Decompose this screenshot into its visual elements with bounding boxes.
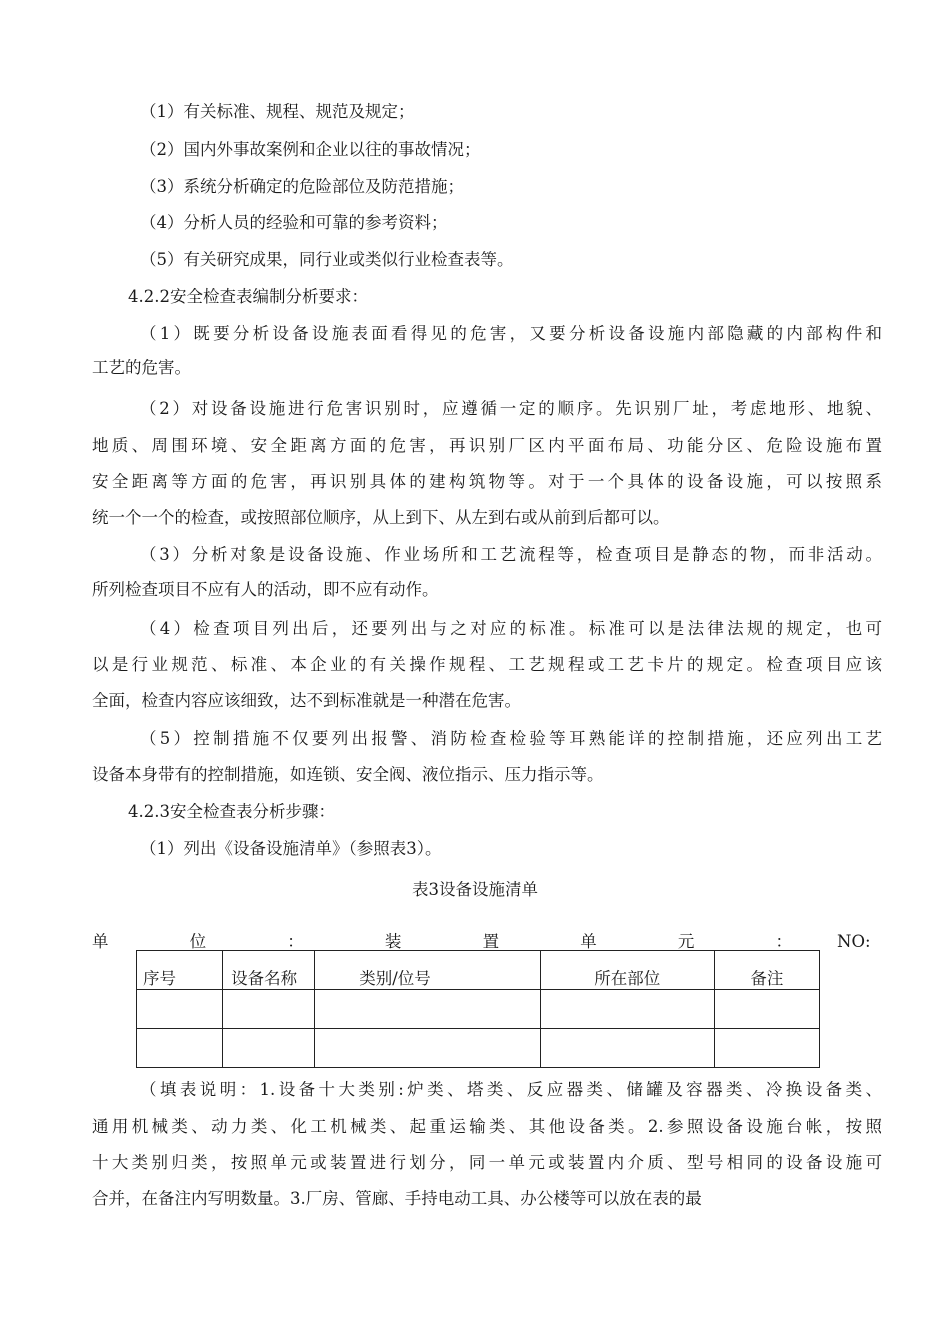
step-1-text: （1）列出《设备设施清单》（参照表3）。 — [140, 839, 442, 858]
column-header-index: 序号 — [137, 951, 223, 990]
table-cell — [315, 1029, 540, 1068]
paragraph-source-1: （1）有关标准、规程、规范及规定； — [140, 102, 415, 121]
table-cell — [315, 990, 540, 1029]
notes-line-4: 合并，在备注内写明数量。3.厂房、管廊、手持电动工具、办公楼等可以放在表的最 — [92, 1189, 702, 1208]
paragraph-source-3: （3）系统分析确定的危险部位及防范措施； — [140, 177, 464, 196]
table-cell — [714, 1029, 819, 1068]
requirement-2-line-4: 统一个一个的检查，或按照部位顺序，从上到下、从左到右或从前到后都可以。 — [92, 508, 670, 527]
paragraph-source-5: （5）有关研究成果，同行业或类似行业检查表等。 — [140, 250, 514, 269]
column-header-category-tag: 类别/位号 — [315, 951, 540, 990]
column-header-remarks: 备注 — [714, 951, 819, 990]
table-cell — [714, 990, 819, 1029]
table-cell — [137, 1029, 223, 1068]
requirement-4-line-1: （4）检查项目列出后，还要列出与之对应的标准。标准可以是法律法规的规定，也可 — [140, 619, 882, 638]
section-heading-4-2-3: 4.2.3安全检查表分析步骤： — [128, 802, 335, 821]
notes-line-2: 通用机械类、动力类、化工机械类、起重运输类、其他设备类。2.参照设备设施台帐，按照 — [92, 1117, 882, 1136]
table-cell — [540, 1029, 714, 1068]
column-header-equipment-name: 设备名称 — [223, 951, 315, 990]
column-header-location: 所在部位 — [540, 951, 714, 990]
notes-line-1: （填表说明：1.设备十大类别:炉类、塔类、反应器类、储罐及容器类、冷换设备类、 — [140, 1080, 882, 1099]
table-cell — [137, 990, 223, 1029]
requirement-3-line-1: （3）分析对象是设备设施、作业场所和工艺流程等，检查项目是静态的物，而非活动。 — [140, 545, 882, 564]
requirement-4-line-3: 全面，检查内容应该细致，达不到标准就是一种潜在危害。 — [92, 691, 521, 710]
paragraph-source-2: （2）国内外事故案例和企业以往的事故情况； — [140, 140, 481, 159]
requirement-5-line-2: 设备本身带有的控制措施，如连锁、安全阀、液位指示、压力指示等。 — [92, 765, 604, 784]
requirement-2-line-1: （2）对设备设施进行危害识别时，应遵循一定的顺序。先识别厂址，考虑地形、地貌、 — [140, 399, 882, 418]
table-cell — [540, 990, 714, 1029]
table-header-row — [137, 951, 820, 990]
unit-label: 单 位 ： 装 置 单 元 ： — [92, 932, 792, 951]
requirement-1-line-1: （1）既要分析设备设施表面看得见的危害，又要分析设备设施内部隐藏的内部构件和 — [140, 324, 882, 343]
table-row — [137, 990, 820, 1029]
requirement-2-line-2: 地质、周围环境、安全距离方面的危害，再识别厂区内平面布局、功能分区、危险设施布置 — [92, 436, 882, 455]
requirement-5-line-1: （5）控制措施不仅要列出报警、消防检查检验等耳熟能详的控制措施，还应列出工艺 — [140, 729, 882, 748]
table-row — [137, 1029, 820, 1068]
table-caption: 表3设备设施清单 — [412, 880, 538, 899]
table-cell — [223, 1029, 315, 1068]
paragraph-source-4: （4）分析人员的经验和可靠的参考资料； — [140, 213, 448, 232]
notes-line-3: 十大类别归类，按照单元或装置进行划分，同一单元或装置内介质、型号相同的设备设施可 — [92, 1153, 882, 1172]
section-heading-4-2-2: 4.2.2安全检查表编制分析要求： — [128, 287, 368, 306]
requirement-2-line-3: 安全距离等方面的危害，再识别具体的建构筑物等。对于一个具体的设备设施，可以按照系 — [92, 472, 882, 491]
requirement-4-line-2: 以是行业规范、标准、本企业的有关操作规程、工艺规程或工艺卡片的规定。检查项目应该 — [92, 655, 882, 674]
number-label: NO: — [837, 932, 871, 951]
equipment-list-table — [136, 950, 820, 1068]
table-cell — [223, 990, 315, 1029]
requirement-1-line-2: 工艺的危害。 — [92, 358, 191, 377]
requirement-3-line-2: 所列检查项目不应有人的活动，即不应有动作。 — [92, 580, 439, 599]
